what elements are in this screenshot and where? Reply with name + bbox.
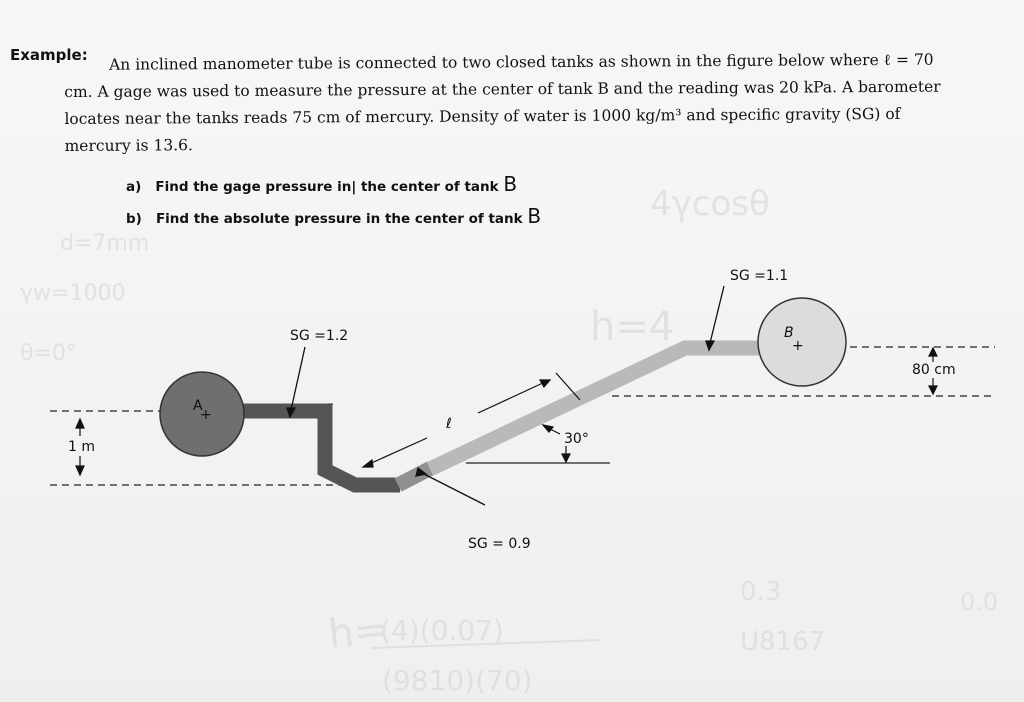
question-b-prefix: b) (126, 211, 142, 227)
question-b-text: Find the absolute pressure in the center of tank (155, 211, 523, 227)
svg-text:(4)(0.07): (4)(0.07) (380, 614, 504, 647)
svg-text:h=4: h=4 (590, 304, 675, 350)
svg-text:(9810)(70): (9810)(70) (382, 664, 533, 697)
dim-80cm-label: 80 cm (912, 362, 956, 378)
svg-text:0.3: 0.3 (740, 577, 782, 607)
sg-tank-b-label: SG =1.1 (730, 268, 789, 284)
faint-background-handwriting (20, 184, 998, 697)
question-a-text: Find the gage pressure in| the center of tank (155, 179, 499, 195)
svg-text:d=7mm: d=7mm (60, 231, 150, 256)
statement-line-2: cm. A gage was used to measure the pressure at the center of tank B and the reading was 20 kPa. A barometer (64, 77, 941, 101)
question-a-handwritten: B (503, 172, 518, 196)
tank-a-label: A (193, 398, 203, 414)
svg-text:h=: h= (326, 606, 390, 658)
tank-b-label: B (784, 325, 794, 341)
manometer-tube (235, 348, 768, 485)
sg-bottom-label: SG = 0.9 (468, 536, 531, 552)
statement-line-1: An inclined manometer tube is connected to two closed tanks as shown in the figure below where ℓ = 70 (109, 50, 934, 74)
sg-left-label: SG =1.2 (290, 328, 349, 344)
svg-text:0.0: 0.0 (960, 588, 999, 616)
example-label: Example: (10, 46, 88, 64)
sg-left-pointer (291, 347, 305, 410)
angle-label: 30° (564, 431, 589, 447)
tank-b-center-icon: + (792, 338, 804, 354)
sg-bottom-pointer (420, 472, 485, 505)
svg-text:U8167: U8167 (740, 627, 826, 657)
question-b-handwritten: B (527, 204, 542, 228)
svg-text:θ=0°: θ=0° (20, 341, 77, 366)
tank-a-center-icon: + (200, 407, 212, 423)
sg-b-pointer (710, 286, 724, 343)
question-a-prefix: a) (126, 179, 142, 195)
dim-1m-label: 1 m (68, 439, 95, 455)
length-symbol: ℓ (446, 416, 452, 432)
statement-line-3: locates near the tanks reads 75 cm of mercury. Density of water is 1000 kg/m³ and specific gravity (SG) of (64, 104, 901, 128)
svg-text:γw=1000: γw=1000 (20, 281, 126, 306)
statement-line-4: mercury is 13.6. (64, 136, 193, 155)
svg-text:4γcosθ: 4γcosθ (650, 184, 770, 224)
